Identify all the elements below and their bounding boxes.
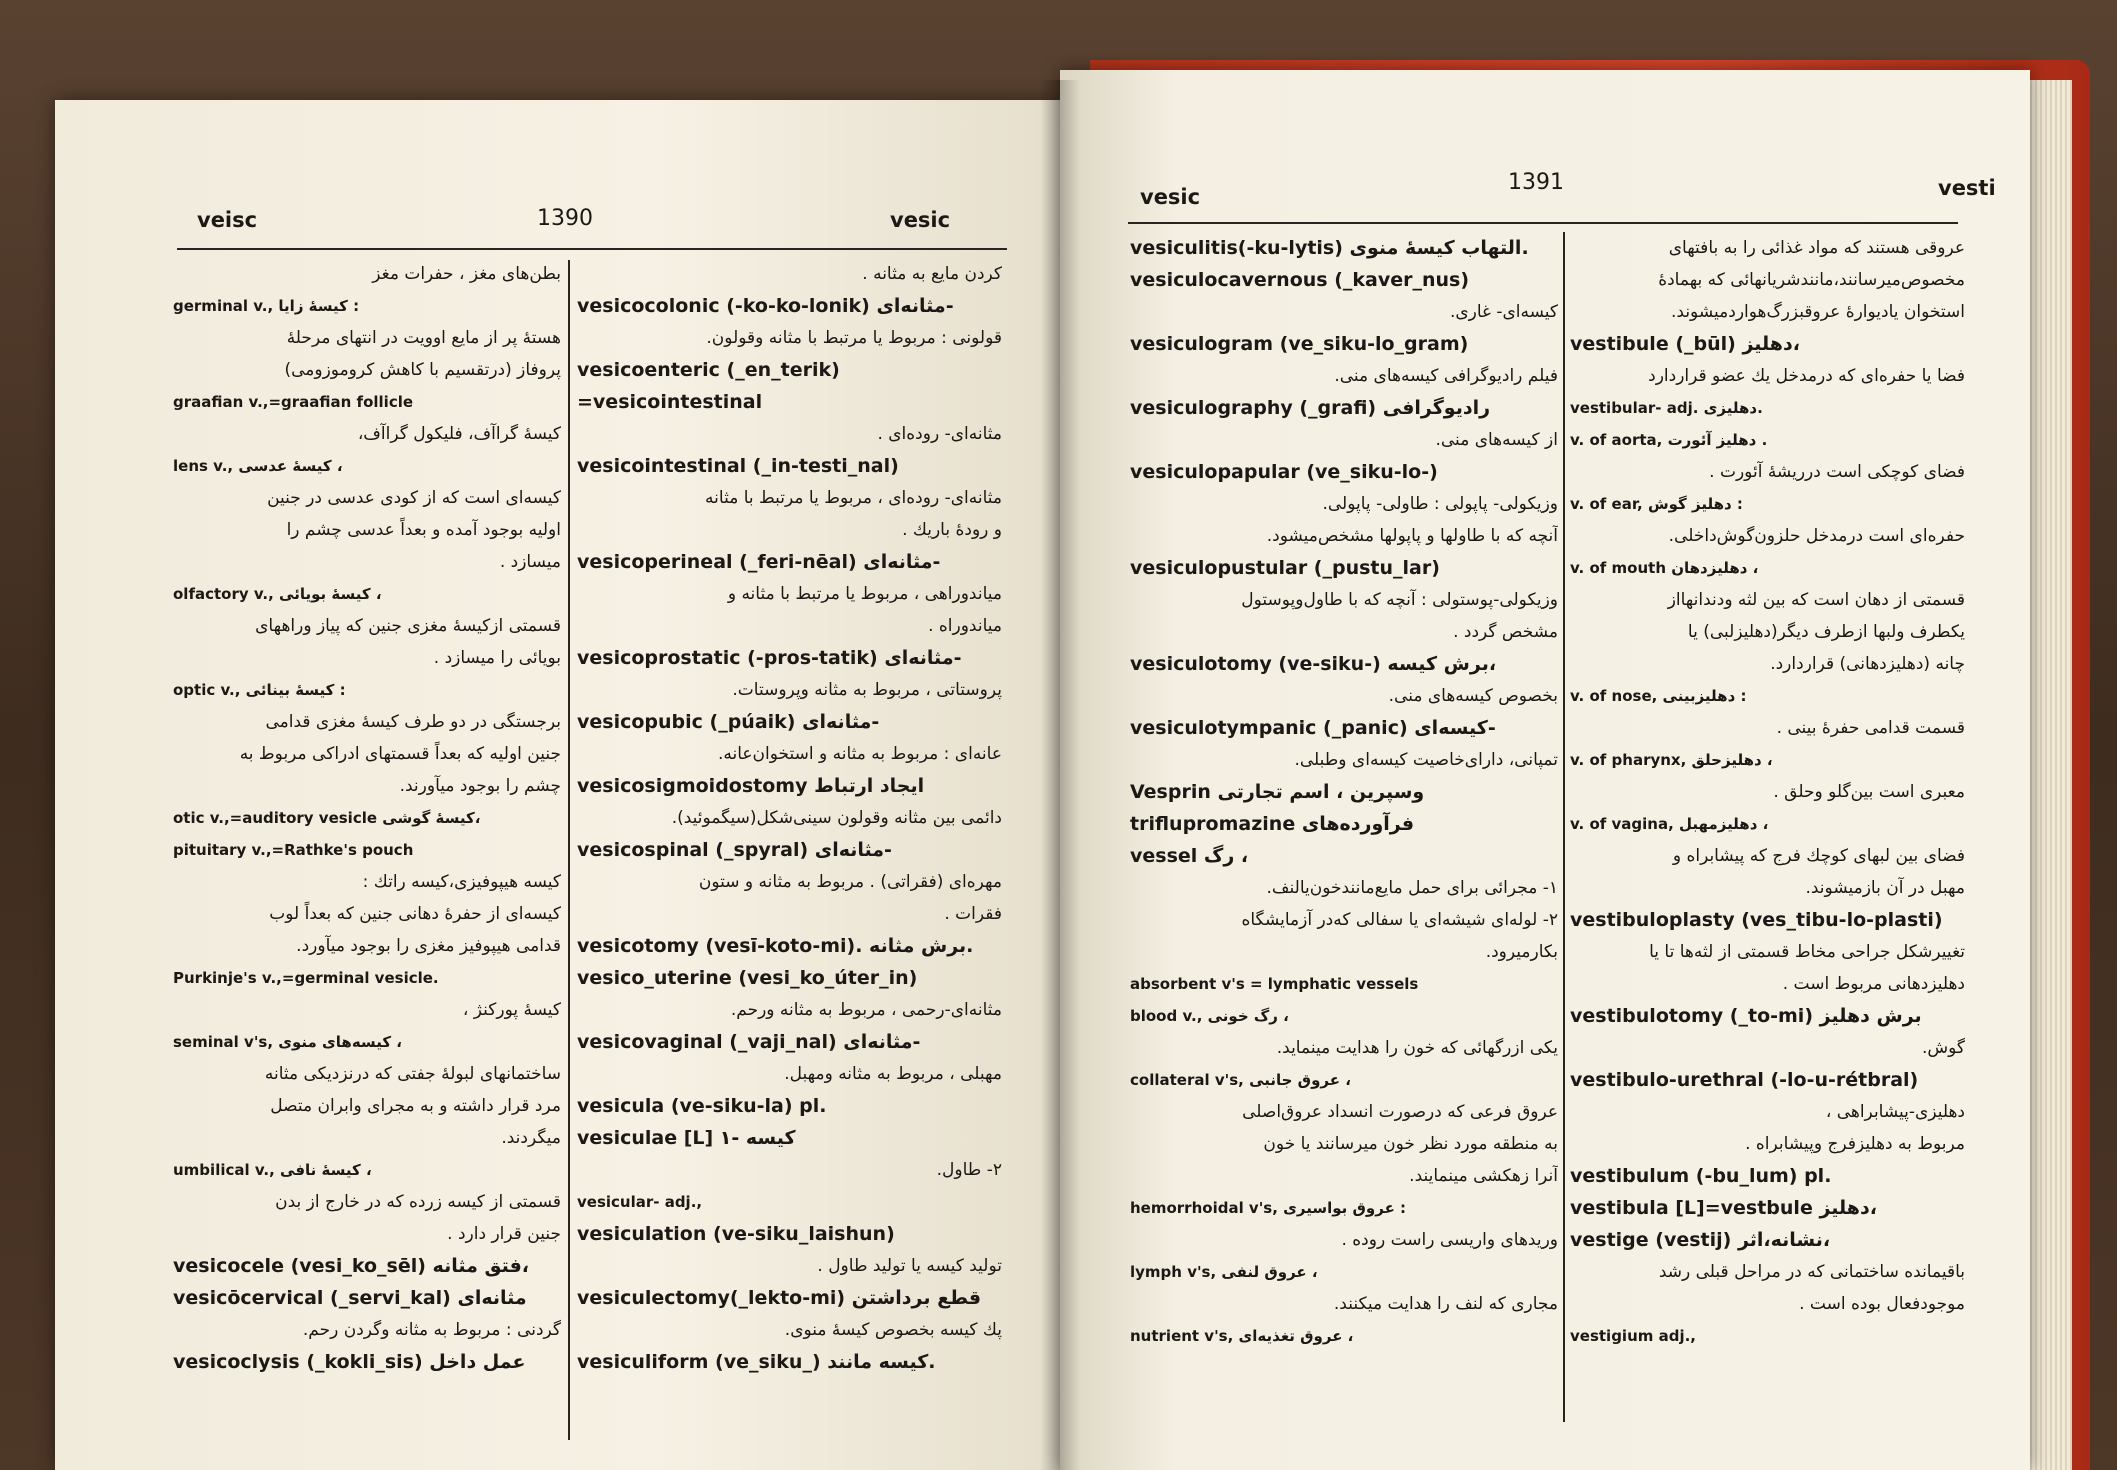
definition-line: مرد قرار داشته و به مجرای وابران متصل: [270, 1096, 561, 1116]
definition-line: کیسهٔ گراآف، فلیکول گراآف،: [357, 424, 561, 444]
subentry-line: blood v., رگ خونی ،: [1130, 1007, 1289, 1025]
definition-line: کیسه‌ای است که از کودی عدسی در جنین: [267, 488, 561, 508]
subentry-line: olfactory v., کیسهٔ بویائی ،: [173, 585, 382, 603]
right-page-column-a: [1130, 232, 1558, 1352]
definition-line: آنرا زهکشی مینمایند.: [1409, 1166, 1558, 1186]
definition-line: عروق فرعی که درصورت انسداد عروق‌اصلی: [1242, 1102, 1558, 1122]
headword-line: vesicula (ve-siku-la) pl.: [577, 1095, 827, 1117]
headword-line: vesiculotomy (ve-siku-) برش کیسه،: [1130, 653, 1497, 675]
definition-line: تولید کیسه یا تولید طاول .: [817, 1256, 1002, 1276]
definition-line: معبری است بین‌گلو وحلق .: [1773, 782, 1965, 802]
definition-line: جنین قرار دارد .: [447, 1224, 561, 1244]
definition-line: هستهٔ پر از مایع اوویت در انتهای مرحلهٔ: [286, 328, 561, 348]
definition-line: چشم را بوجود میآورند.: [399, 776, 561, 796]
definition-line: مهبلی ، مربوط به مثانه ومهبل.: [784, 1064, 1002, 1084]
definition-line: جنین اولیه که بعداً قسمتهای ادراکی مربوط به: [239, 744, 561, 764]
subentry-line: absorbent v's = lymphatic vessels: [1130, 975, 1419, 993]
headword-line: Vesprin وسپرین ، اسم تجارتی: [1130, 781, 1425, 803]
headword-line: vesiculopustular (_pustu_lar): [1130, 557, 1440, 579]
left-page-column-b: [577, 258, 1002, 1378]
headword-line: vesiculogram (ve_siku-lo_gram): [1130, 333, 1469, 355]
definition-line: دهلیزی-پیشابراهی ،: [1825, 1102, 1965, 1122]
definition-line: قدامی هیپوفیز مغزی را بوجود میآورد.: [296, 936, 561, 956]
subentry-line: umbilical v., کیسهٔ نافی ،: [173, 1161, 372, 1179]
definition-line: قسمتی ازکیسهٔ مغزی جنین که پیاز وراههای: [255, 616, 561, 636]
headword-line: vestibula [L]=vestbule دهلیز،: [1570, 1197, 1877, 1219]
definition-line: وریدهای واریسی راست روده .: [1341, 1230, 1558, 1250]
definition-line: مثانه‌ای- روده‌ای .: [877, 424, 1002, 444]
definition-line: تمپانی، دارای‌خاصیت کیسه‌ای وطبلی.: [1294, 750, 1558, 770]
subentry-line: lens v., کیسهٔ عدسی ،: [173, 457, 343, 475]
headword-line: triflupromazine فرآورده‌های: [1130, 813, 1415, 835]
right-running-head-left: vesic: [1140, 185, 1201, 209]
definition-line: میاندوراه .: [928, 616, 1002, 636]
definition-line: استخوان یادیوارهٔ عروقبزرگ‌هواردمیشوند.: [1671, 302, 1965, 322]
definition-line: برجستگی در دو طرف کیسهٔ مغزی قدامی: [265, 712, 561, 732]
definition-line: مخصوص‌میرسانند،مانندشریانهائی که بهمادهٔ: [1658, 270, 1965, 290]
definition-line: دائمی بین مثانه وقولون سینی‌شکل(سیگموئید).: [671, 808, 1002, 828]
definition-line: فقرات .: [944, 904, 1002, 924]
definition-line: مثانه‌ای- روده‌ای ، مربوط یا مرتبط با مثانه: [705, 488, 1002, 508]
headword-line: vesicocolonic (-ko-ko-lonik) مثانه‌ای-: [577, 295, 954, 317]
definition-line: عروقی هستند که مواد غذائی را به بافتهای: [1668, 238, 1965, 258]
definition-line: موجودفعال بوده است .: [1799, 1294, 1965, 1314]
definition-line: مشخص گردد .: [1453, 622, 1558, 642]
headword-line: vesiculitis(-ku-lytis) التهاب کیسهٔ منوی.: [1130, 237, 1529, 259]
definition-line: ۱- مجرائی برای حمل مایع‌مانندخون‌یالنف.: [1266, 878, 1558, 898]
definition-line: و رودهٔ باریك .: [902, 520, 1002, 540]
headword-line: =vesicointestinal: [577, 391, 763, 413]
definition-line: میگردند.: [501, 1128, 561, 1148]
definition-line: گردنی : مربوط به مثانه وگردن رحم.: [302, 1320, 561, 1340]
subentry-line: germinal v., کیسهٔ زایا :: [173, 297, 360, 315]
headword-line: vestibule (_būl) دهلیز،: [1570, 333, 1800, 355]
definition-line: گوش.: [1921, 1038, 1965, 1058]
headword-line: vesicocele (vesi_ko_sēl) فتق مثانه،: [173, 1255, 530, 1277]
subentry-line: collateral v's, عروق جانبی ،: [1130, 1071, 1351, 1089]
definition-line: اولیه بوجود آمده و بعداً عدسی چشم را: [286, 520, 561, 540]
definition-line: وزیکولی-پوستولی : آنچه که با طاول‌وپوستول: [1241, 590, 1558, 610]
headword-line: vesicotomy (vesī-koto-mi). برش مثانه.: [577, 935, 974, 957]
subentry-line: optic v., کیسهٔ بینائی :: [173, 681, 346, 699]
headword-line: vestibulotomy (_to-mi) برش دهلیز: [1570, 1005, 1922, 1027]
headword-line: vesiculiform (ve_siku_) کیسه مانند.: [577, 1351, 936, 1373]
headword-line: vesicōcervical (_servi_kal) مثانه‌ای: [173, 1287, 527, 1309]
definition-line: قسمت قدامی حفرهٔ بینی .: [1776, 718, 1965, 738]
right-page-number: 1391: [1508, 170, 1564, 195]
left-running-head-right: vesic: [890, 208, 951, 232]
subentry-line: nutrient v's, عروق تغذیه‌ای ،: [1130, 1327, 1354, 1345]
definition-line: یکی ازرگهائی که خون را هدایت مینماید.: [1276, 1038, 1558, 1058]
headword-line: vesicopubic (_púaik) مثانه‌ای-: [577, 711, 880, 733]
definition-line: ساختمانهای لبولهٔ جفتی که درنزدیکی مثانه: [264, 1064, 561, 1084]
left-page-column-a: [173, 258, 561, 1378]
definition-line: باقیمانده ساختمانی که در مراحل قبلی رشد: [1658, 1262, 1965, 1282]
definition-line: یکطرف ولبها ازطرف دیگر(دهلیزلبی) یا: [1687, 622, 1965, 642]
definition-line: قسمتی از دهان است که بین لثه ودندانها‌از: [1667, 590, 1965, 610]
subentry-line: Purkinje's v.,=germinal vesicle.: [173, 969, 439, 987]
headword-line: vesiculectomy(_lekto-mi) قطع برداشتن: [577, 1287, 982, 1309]
definition-line: میاندوراهی ، مربوط یا مرتبط با مثانه و: [727, 584, 1002, 604]
headword-line: vesiculation (ve-siku_laishun): [577, 1223, 895, 1245]
right-page: [1060, 70, 2030, 1470]
subentry-line: v. of mouth دهلیزدهان ،: [1570, 559, 1759, 577]
right-page-column-b: [1570, 232, 1965, 1352]
headword-line: vestige (vestij) نشانه،اثر،: [1570, 1229, 1831, 1251]
definition-line: حفره‌ای است درمدخل حلزون‌گوش‌داخلی.: [1668, 526, 1965, 546]
headword-line: vestibuloplasty (ves_tibu-lo-plasti): [1570, 909, 1943, 931]
subentry-line: v. of aorta, دهلیز آئورت .: [1570, 431, 1768, 449]
subentry-line: lymph v's, عروق لنفی ،: [1130, 1263, 1318, 1281]
definition-line: مهبل در آن بازمیشوند.: [1805, 878, 1965, 898]
definition-line: مجاری که لنف را هدایت میکنند.: [1333, 1294, 1558, 1314]
headword-line: vesicovaginal (_vaji_nal) مثانه‌ای-: [577, 1031, 921, 1053]
definition-line: پروفاز (درتقسیم با کاهش کروموزومی): [284, 360, 561, 380]
subentry-line: graafian v.,=graafian follicle: [173, 393, 414, 411]
subentry-line: v. of nose, دهلیزبینی :: [1570, 687, 1747, 705]
headword-line: vesicointestinal (_in-testi_nal): [577, 455, 899, 477]
right-column-rule: [1563, 232, 1565, 1422]
definition-line: میسازد .: [499, 552, 561, 572]
subentry-line: otic v.,=auditory vesicle کیسهٔ گوشی،: [173, 809, 481, 827]
book-gutter: [1040, 80, 1080, 1470]
definition-line: دهلیزدهانی مربوط است .: [1782, 974, 1965, 994]
left-running-head-left: veisc: [197, 208, 258, 232]
definition-line: مثانه‌ای-رحمی ، مربوط به مثانه ورحم.: [730, 1000, 1002, 1020]
definition-line: بطن‌های مغز ، حفرات مغز: [372, 264, 561, 284]
subentry-line: vestibular- adj. دهلیزی.: [1570, 399, 1763, 417]
definition-line: فضای کوچکی است درریشهٔ آئورت .: [1709, 462, 1965, 482]
headword-line: vesiculography (_grafi) رادیوگرافی: [1130, 397, 1491, 419]
left-page: [55, 100, 1060, 1470]
definition-line: مربوط به دهلیزفرج وپیشابراه .: [1745, 1134, 1965, 1154]
subentry-line: v. of ear, دهلیز گوش :: [1570, 495, 1743, 513]
definition-line: قسمتی از کیسه زرده که در خارج از بدن: [275, 1192, 561, 1212]
headword-line: vesiculae [L] ۱- کیسه: [577, 1127, 796, 1149]
left-page-number: 1390: [537, 206, 593, 231]
definition-line: کیسه‌ای از حفرهٔ دهانی جنین که بعداً لوب: [269, 904, 561, 924]
definition-line: بکارمیرود.: [1485, 942, 1558, 962]
definition-line: عانه‌ای : مربوط به مثانه و استخوان‌عانه.: [717, 744, 1002, 764]
subentry-line: seminal v's, کیسه‌های منوی ،: [173, 1033, 402, 1051]
subentry-line: hemorrhoidal v's, عروق بواسیری :: [1130, 1199, 1407, 1217]
definition-line: مهره‌ای (فقراتی) . مربوط به مثانه و ستون: [698, 872, 1002, 892]
definition-line: فضا یا حفره‌ای که درمدخل یك عضو قراردارد: [1648, 366, 1965, 386]
headword-line: vesicoclysis (_kokli_sis) عمل داخل: [173, 1351, 526, 1373]
left-header-rule: [177, 248, 1007, 250]
headword-line: vesicoenteric (_en_terik): [577, 359, 840, 381]
headword-line: vesiculotympanic (_panic) کیسه‌ای-: [1130, 717, 1496, 739]
definition-line: بخصوص کیسه‌های منی.: [1388, 686, 1558, 706]
definition-line: تغییرشکل جراحی مخاط قسمتی از لثه‌ها تا یا: [1649, 942, 1965, 962]
headword-line: vesiculopapular (ve_siku-lo-): [1130, 461, 1438, 483]
definition-line: قولونی : مربوط یا مرتبط با مثانه وقولون.: [706, 328, 1002, 348]
definition-line: از کیسه‌های منی.: [1435, 430, 1558, 450]
headword-line: vesicosigmoidostomy ایجاد ارتباط: [577, 775, 925, 797]
subentry-line: pituitary v.,=Rathke's pouch: [173, 841, 414, 859]
definition-line: کیسه هیپوفیزی،کیسه راتك :: [362, 872, 561, 892]
definition-line: ۲- طاول.: [936, 1160, 1002, 1180]
headword-line: vesico_uterine (vesi_ko_úter_in): [577, 967, 918, 989]
headword-line: vesicoprostatic (-pros-tatik) مثانه‌ای-: [577, 647, 962, 669]
definition-line: بویائی را میسازد .: [433, 648, 561, 668]
definition-line: وزیکولی- پاپولی : طاولی- پاپولی.: [1322, 494, 1558, 514]
headword-line: vestibulum (-bu_lum) pl.: [1570, 1165, 1832, 1187]
definition-line: فضای بین لبهای کوچك فرج که پیشابراه و: [1672, 846, 1965, 866]
definition-line: فیلم رادیوگرافی کیسه‌های منی.: [1334, 366, 1558, 386]
definition-line: چانه (دهلیزدهانی) قراردارد.: [1770, 654, 1965, 674]
headword-line: vesicoperineal (_feri-nēal) مثانه‌ای-: [577, 551, 941, 573]
definition-line: پروستاتی ، مربوط به مثانه وپروستات.: [732, 680, 1002, 700]
headword-line: vestibulo-urethral (-lo-u-rétbral): [1570, 1069, 1919, 1091]
definition-line: آنچه که با طاولها و پاپولها مشخص‌میشود.: [1266, 526, 1558, 546]
headword-line: vesiculocavernous (_kaver_nus): [1130, 269, 1470, 291]
definition-line: به منطقه مورد نظر خون میرسانند یا خون: [1263, 1134, 1558, 1154]
headword-line: vesicospinal (_spyral) مثانه‌ای-: [577, 839, 892, 861]
definition-line: کردن مایع به مثانه .: [862, 264, 1002, 284]
definition-line: کیسهٔ پورکنژ ،: [462, 1000, 561, 1020]
subentry-line: v. of pharynx, دهلیزحلق ،: [1570, 751, 1773, 769]
left-column-rule: [568, 260, 570, 1440]
subentry-line: v. of vagina, دهلیزمهبل ،: [1570, 815, 1769, 833]
definition-line: ۲- لوله‌ای شیشه‌ای یا سفالی که‌در آزمایشگاه: [1241, 910, 1558, 930]
headword-line: vessel رگ ،: [1130, 845, 1249, 867]
definition-line: پك کیسه بخصوص کیسهٔ منوی.: [784, 1320, 1002, 1340]
subentry-line: vestigium adj.,: [1570, 1327, 1696, 1345]
right-running-head-right: vesti: [1938, 176, 1996, 200]
right-header-rule: [1128, 222, 1958, 224]
definition-line: کیسه‌ای- غاری.: [1449, 302, 1558, 322]
subentry-line: vesicular- adj.,: [577, 1193, 703, 1211]
